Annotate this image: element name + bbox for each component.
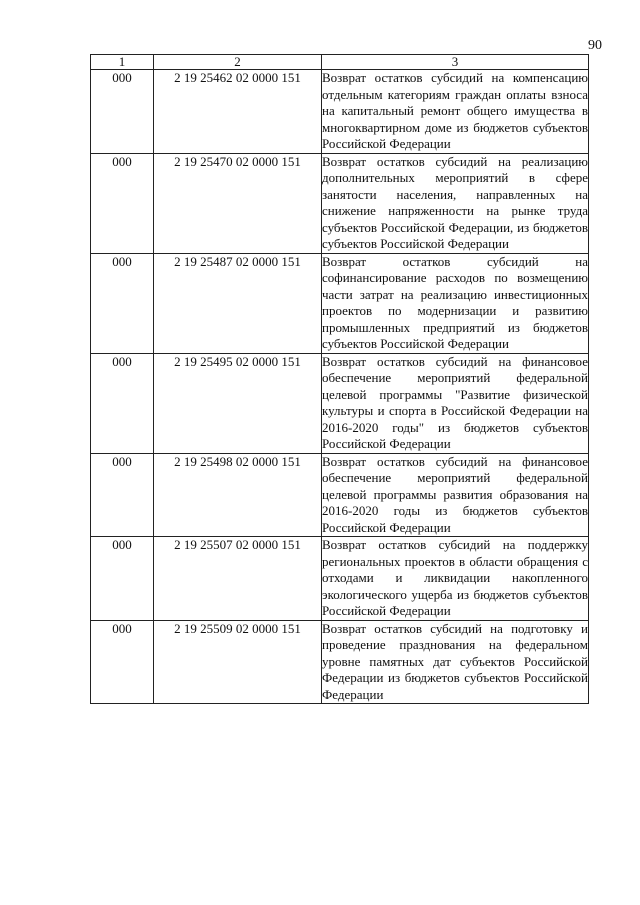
column-header-2: 2 [154,55,322,70]
budget-classification-table [90,54,589,704]
kbk-code-cell: 2 19 25487 02 0000 151 [154,253,322,353]
description-cell: Возврат остатков субсидий на финансовое обеспечение мероприятий федеральной целевой программы развития образования на 2016-2020 годы из бюджетов субъектов Российской Федерации [322,453,588,535]
table-row [91,70,589,154]
description-cell: Возврат остатков субсидий на финансовое обеспечение мероприятий федеральной целевой программы "Развитие физической культуры и спорта в Российской Федерации на 2016-2020 годы" из бюджетов субъектов Российской Федерации [322,353,588,451]
admin-code-cell: 000 [91,353,154,453]
kbk-code-cell: 2 19 25509 02 0000 151 [154,620,322,704]
table-row [91,153,589,253]
table-row [91,353,589,453]
description-cell: Возврат остатков субсидий на поддержку региональных проектов в области обращения с отходами и ликвидации накопленного экологического ущерба из бюджетов субъектов Российской Федерации [322,537,588,618]
table-row [91,253,589,353]
description-cell: Возврат остатков субсидий на подготовку и проведение празднования на федеральном уровне памятных дат субъектов Российской Федерации из бюджетов субъектов Российской Федерации [322,620,588,702]
admin-code-cell: 000 [91,453,154,537]
table-row [91,453,589,537]
kbk-code-cell: 2 19 25462 02 0000 151 [154,70,322,154]
kbk-code-cell: 2 19 25498 02 0000 151 [154,453,322,537]
admin-code-cell: 000 [91,253,154,353]
table-row [91,620,589,704]
table-row [91,537,589,621]
description-cell: Возврат остатков субсидий на софинансирование расходов по возмещению части затрат на реализацию инвестиционных проектов по модернизации и развитию промышленных предприятий из бюджетов субъектов Российской Федерации [322,253,588,351]
admin-code-cell: 000 [91,537,154,621]
kbk-code-cell: 2 19 25495 02 0000 151 [154,353,322,453]
page-number: 90 [588,38,602,53]
admin-code-cell: 000 [91,620,154,704]
kbk-code-cell: 2 19 25507 02 0000 151 [154,537,322,621]
admin-code-cell: 000 [91,153,154,253]
description-cell: Возврат остатков субсидий на реализацию дополнительных мероприятий в сфере занятости населения, направленных на снижение напряженности на рынке труда субъектов Российской Федерации, из бюджетов субъектов Российской Федерации [322,153,588,251]
kbk-code-cell: 2 19 25470 02 0000 151 [154,153,322,253]
admin-code-cell: 000 [91,70,154,154]
column-header-3: 3 [322,55,589,70]
column-header-1: 1 [91,55,154,70]
description-cell: Возврат остатков субсидий на компенсацию отдельным категориям граждан оплаты взноса на капитальный ремонт общего имущества в многоквартирном доме из бюджетов субъектов Российской Федерации [322,70,588,151]
table-header-row [91,55,589,70]
